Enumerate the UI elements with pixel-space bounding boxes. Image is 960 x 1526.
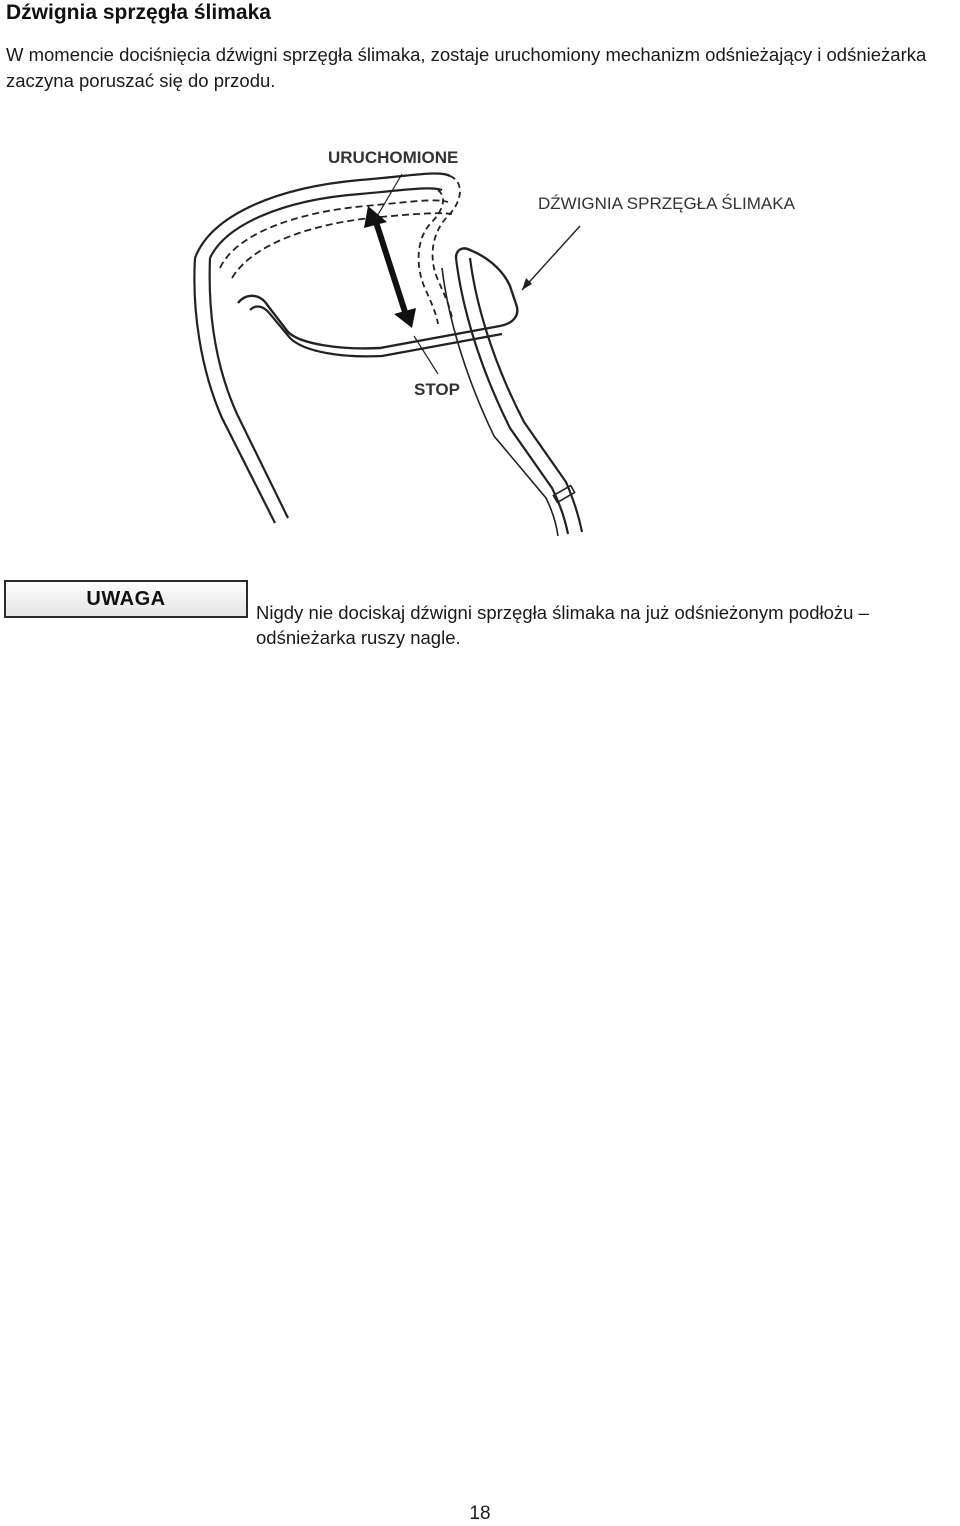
clutch-lever-stop [238, 248, 517, 348]
leader-line-lever [522, 226, 580, 290]
left-handle-tube [194, 258, 275, 523]
warning-text: Nigdy nie dociskaj dźwigni sprzęgła ślimaka na już odśnieżonym podłożu – odśnieżarka ruszy nagle. [256, 602, 869, 648]
label-stop: STOP [414, 380, 460, 399]
leader-line-engaged [376, 174, 402, 218]
warning-badge: UWAGA [4, 580, 248, 618]
label-lever: DŹWIGNIA SPRZĘGŁA ŚLIMAKA [538, 194, 795, 213]
leader-line-stop [414, 336, 438, 374]
section-intro: W momencie dociśnięcia dźwigni sprzęgła ślimaka, zostaje uruchomiony mechanizm odśnieżający i odśnieżarka zaczyna poruszać się do przodu. [6, 44, 927, 91]
movement-arrow [364, 206, 416, 328]
page-number: 18 [469, 1503, 491, 1524]
warning-block [4, 580, 956, 648]
section-title: Dźwignia sprzęgła ślimaka [6, 1, 271, 24]
label-engaged: URUCHOMIONE [328, 148, 459, 167]
auger-clutch-figure [180, 118, 840, 548]
handle-top-bar [195, 173, 450, 258]
handle-lever-drawing [180, 118, 840, 548]
